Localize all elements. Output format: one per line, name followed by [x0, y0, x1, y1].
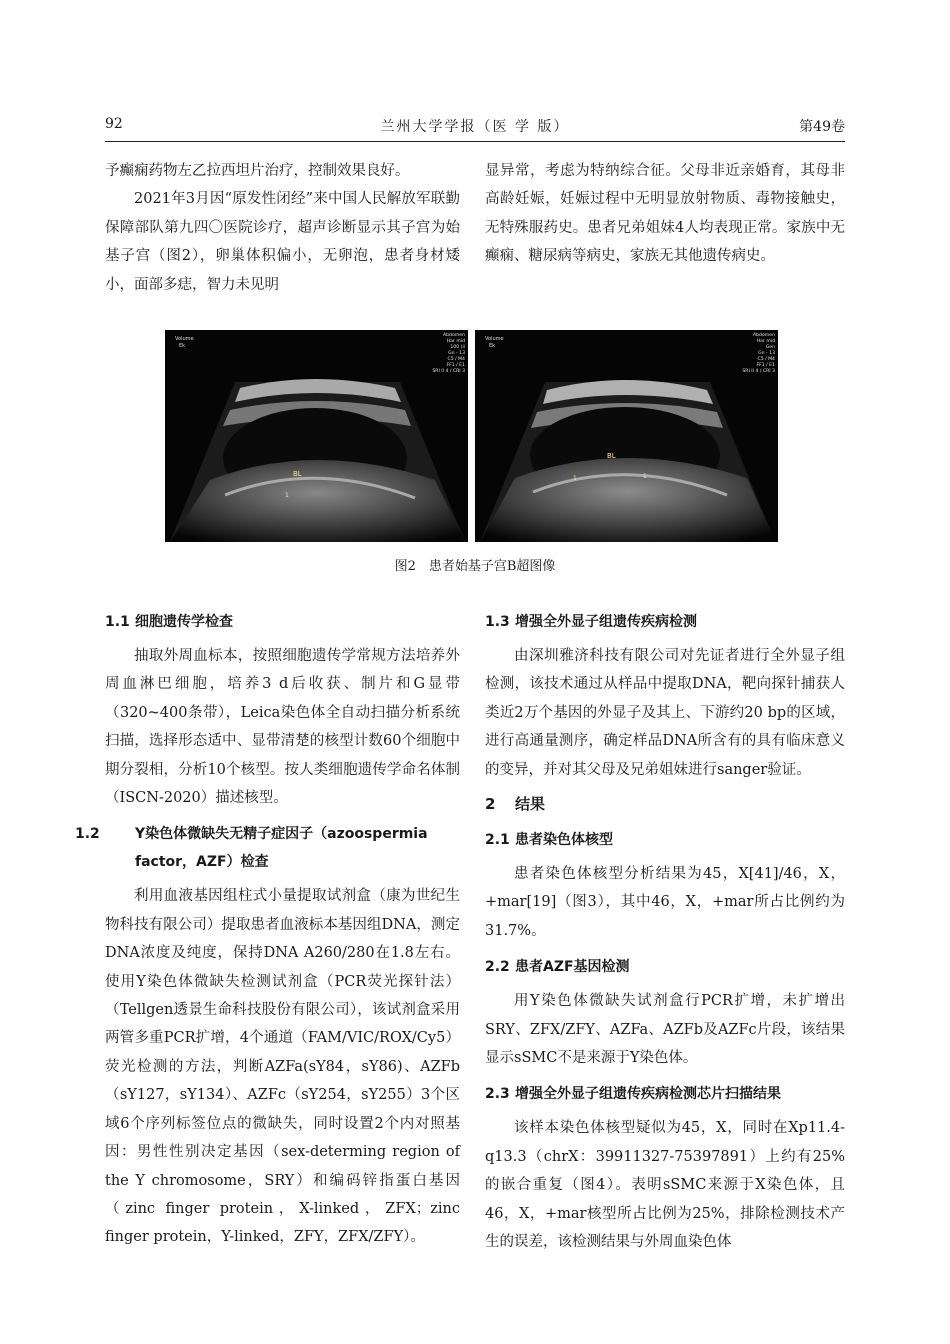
section-heading-2-1 — [485, 826, 845, 854]
right-marker-b: 1 — [643, 473, 647, 480]
left-info-line: 100 (ii — [450, 345, 465, 350]
intro-right-column — [485, 157, 845, 271]
figure-caption: 图2 患者始基子宫B超图像 — [394, 559, 556, 574]
section-title: 患者AZF基因检测 — [515, 959, 630, 976]
lower-right-column — [485, 600, 845, 1257]
intro-paragraph-1: 予癫痫药物左乙拉西坦片治疗，控制效果良好。 — [105, 163, 410, 179]
right-info-line: Gen — [765, 345, 775, 350]
right-info-line: Gn - 13 — [758, 351, 775, 356]
section-heading-1-2 — [75, 820, 460, 876]
section-heading-1-3 — [485, 608, 845, 636]
lower-left-column — [75, 600, 460, 1252]
section-title: 结果 — [515, 795, 546, 814]
page-header — [105, 116, 845, 140]
section-number: 2.1 — [485, 832, 510, 849]
left-panel-volume-label: Volume — [175, 336, 194, 342]
section-heading-2-3 — [485, 1080, 845, 1108]
right-info-line: FF1 / E1 — [756, 363, 775, 368]
section-number: 1.2 — [75, 826, 100, 843]
right-panel-sublabel: Ek — [489, 343, 496, 349]
section-title: 增强全外显子组遗传疾病检测 — [515, 614, 697, 630]
left-marker: 1 — [285, 492, 289, 499]
right-info-line: Abdomen — [753, 333, 775, 338]
section-body-2-3: 该样本染色体核型疑似为45，X，同时在Xp11.4-q13.3（chrX：39911327-75397891）上约有25%的嵌合重复（图4）。表明sSMC来源于X染色体，且46，X，+mar核型所占比例为25%，排除检测技术产生的误差，该检测结果与外周血染色体 — [485, 1120, 845, 1251]
right-bladder-label: BL — [607, 452, 616, 460]
section-heading-2 — [485, 790, 845, 818]
section-heading-2-2 — [485, 953, 845, 981]
section-body-1-1: 抽取外周血标本，按照细胞遗传学常规方法培养外周血淋巴细胞，培养3 d后收获、制片和G显带（320~400条带），Leica染色体全自动扫描分析系统扫描，选择形态适中、显带清楚的核型计数60个细胞中期分裂相，分析10个核型。按人类细胞遗传学命名体制（ISCN-2020）描述核型。 — [105, 648, 460, 807]
ultrasound-image-left — [165, 330, 468, 542]
section-number: 2.3 — [485, 1086, 510, 1103]
section-title: 增强全外显子组遗传疾病检测芯片扫描结果 — [515, 1086, 781, 1103]
right-panel-volume-label: Volume — [485, 336, 504, 342]
ultrasound-image-right — [475, 330, 778, 542]
left-info-line: C5 / M4 — [447, 357, 465, 362]
section-number: 2.2 — [485, 959, 510, 976]
section-title: 细胞遗传学检查 — [135, 614, 233, 630]
right-marker-a: 1 — [573, 475, 577, 482]
left-info-line: Abdomen — [443, 333, 465, 338]
right-info-line: Har mid — [756, 339, 775, 344]
left-bladder-label: BL — [293, 470, 302, 478]
journal-title: 兰州大学学报（医 学 版） — [380, 119, 570, 135]
section-number: 1.1 — [105, 614, 130, 630]
right-info-line: SRI II 4 / CRI 3 — [742, 369, 775, 374]
left-panel-sublabel: Ek — [179, 343, 186, 349]
section-body-1-3: 由深圳雅济科技有限公司对先证者进行全外显子组检测，该技术通过从样品中提取DNA，靶向探针捕获人类近2万个基因的外显子及其上、下游约20 bp的区域，进行高通量测序，确定样品DNA所含有的具有临床意义的变异，并对其父母及兄弟姐妹进行sanger验证。 — [485, 648, 845, 778]
section-title: Y染色体微缺失无精子症因子（azoospermia factor，AZF）检查 — [135, 826, 428, 871]
figure-2 — [165, 330, 785, 542]
left-info-line: SRI II 4 / CRI 3 — [432, 369, 465, 374]
intro-left-column — [105, 157, 460, 299]
section-number: 2 — [485, 795, 496, 814]
page-number: 92 — [105, 116, 123, 132]
right-info-line: C5 / M4 — [757, 357, 775, 362]
section-title: 患者染色体核型 — [515, 832, 613, 849]
section-body-2-1: 患者染色体核型分析结果为45，X[41]/46，X，+mar[19]（图3），其中46，X，+mar所占比例约为31.7%。 — [485, 866, 845, 939]
section-number: 1.3 — [485, 614, 510, 630]
header-rule — [105, 141, 845, 142]
left-info-line: Gn - 13 — [448, 351, 465, 356]
volume-number: 第49卷 — [799, 119, 845, 135]
intro-paragraph-continued: 显异常，考虑为特纳综合征。父母非近亲婚育，其母非高龄妊娠，妊娠过程中无明显放射物质、毒物接触史，无特殊服药史。患者兄弟姐妹4人均表现正常。家族中无癫痫、糖尿病等病史，家族无其他遗传病史。 — [485, 163, 845, 265]
section-body-1-2: 利用血液基因组柱式小量提取试剂盒（康为世纪生物科技有限公司）提取患者血液标本基因组DNA，测定DNA浓度及纯度，保持DNA A260/280在1.8左右。使用Y染色体微缺失检测试剂盒（PCR荧光探针法）（Tellgen透景生命科技股份有限公司），该试剂盒采用两管多重PCR扩增，4个通道（FAM/VIC/ROX/Cy5）荧光检测的方法，判断AZFa(sY84，sY86)、AZFb（sY127，sY134）、AZFc（sY254，sY255）3个区域6个序列标签位点的微缺失，同时设置2个内对照基因：男性性别决定基因（sex-determing region of the Y chromosome，SRY）和编码锌指蛋白基因（zinc finger protein，X-linked，ZFX；zinc finger protein，Y-linked，ZFY，ZFX/ZFY）。 — [105, 888, 460, 1246]
intro-paragraph-2: 2021年3月因“原发性闭经”来中国人民解放军联勤保障部队第九四〇医院诊疗，超声诊断显示其子宫为始基子宫（图2），卵巢体积偏小，无卵泡，患者身材矮小，面部多痣，智力未见明 — [105, 191, 460, 293]
left-info-line: FF1 / E1 — [446, 363, 465, 368]
section-body-2-2: 用Y染色体微缺失试剂盒行PCR扩增，未扩增出SRY、ZFX/ZFY、AZFa、AZFb及AZFc片段，该结果显示sSMC不是来源于Y染色体。 — [485, 993, 845, 1067]
left-info-line: Har mid — [446, 339, 465, 344]
section-heading-1-1 — [105, 608, 460, 636]
